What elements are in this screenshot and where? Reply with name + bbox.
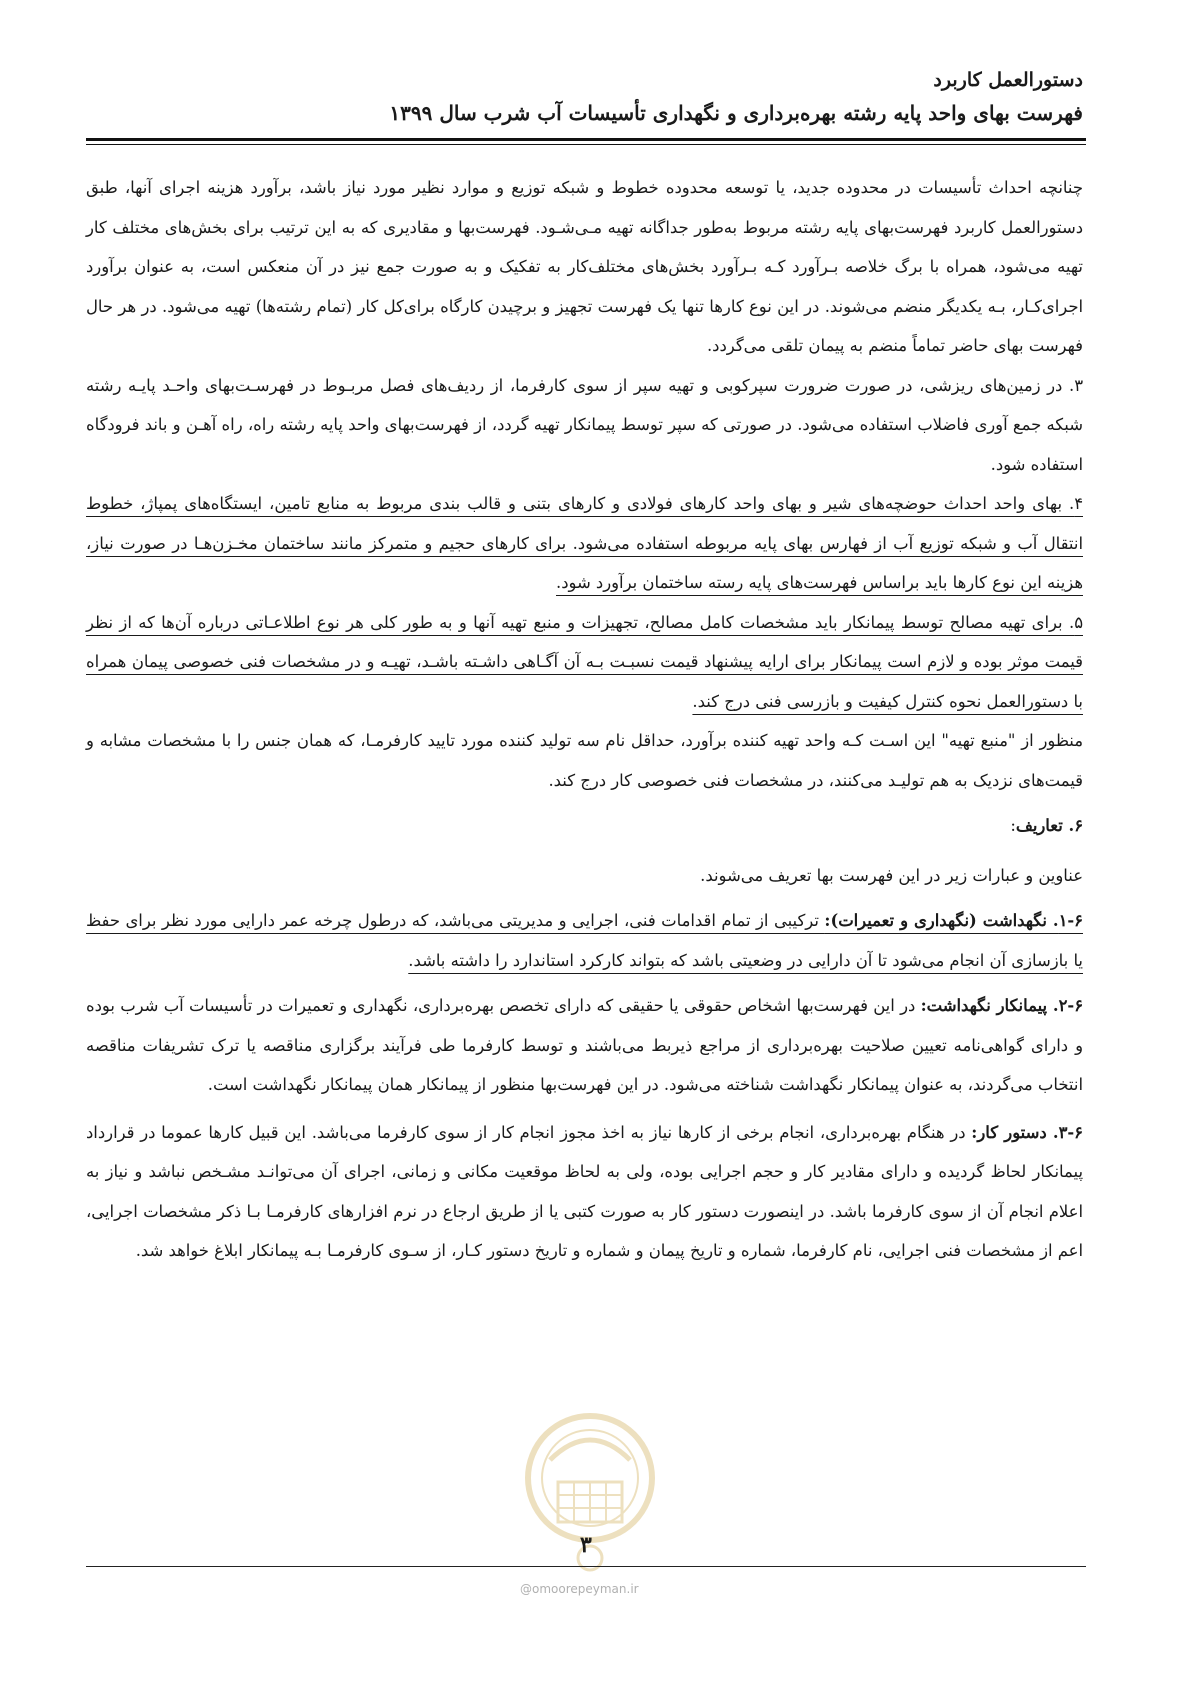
definition-6-3-text: در هنگام بهره‌برداری، انجام برخی از کارها نیاز به اخذ مجوز انجام کار از سوی کارفرما می‌باشد. این قبیل کارها عموما در قرارداد پیمانکار لحاظ گردیده و دارای مقادیر کار و حجم اجرایی بوده، ولی به لحاظ موقعیت مکانی و زمانی، اجرای آن می‌توانـد مشـخص نباشد و نیاز به اعلام انجام آن از سوی کارفرما باشد. در اینصورت دستور کار به صورت کتبی یا از طریق ارجاع در نرم افزارهای کارفرمـا بـا ذکر مشخصات اجرایی، اعم از مشخصات فنی اجرایی، نام کارفرما، شماره و تاریخ پیمان و شماره و تاریخ دستور کـار، از سـوی کارفرمـا بـه پیمانکار ابلاغ خواهد شد. <box>86 1122 1083 1260</box>
footer-watermark-url: @omoorepeyman.ir <box>520 1582 639 1596</box>
paragraph-supply-source: منظور از "منبع تهیه" این اسـت کـه واحد تهیه کننده برآورد، حداقل نام سه تولید کننده مورد تایید کارفرمـا، که همان جنس را با مشخصات مشابه و قیمت‌های نزدیک به هم تولیـد می‌کنند، در مشخصات فنی خصوصی کار درج کند. <box>86 731 1083 790</box>
page-header <box>100 64 1083 130</box>
definition-6-3-title: ۳-۶. دستور کار: <box>971 1122 1083 1142</box>
page-body <box>86 168 1083 1271</box>
page-number: ۳ <box>580 1532 592 1558</box>
header-divider-thick <box>86 138 1086 141</box>
section-6-heading <box>86 806 1083 846</box>
definition-6-2-text: در این فهرست‌بها اشخاص حقوقی یا حقیقی که دارای تخصص بهره‌برداری، نگهداری و تعمیرات در تأسیسات آب شرب بوده و دارای گواهی‌نامه تعیین صلاحیت بهره‌برداری از مراجع ذیربط می‌باشند و توسط کارفرما طی فرآیند برگزاری مناقصه یا ترک تشریفات مناقصه انتخاب می‌گردند، به عنوان پیمانکار نگهداشت شناخته می‌شود. در این فهرست‌بها منظور از پیمانکار همان پیمانکار نگهداشت است. <box>86 996 1083 1094</box>
section-6-intro: عناوین و عبارات زیر در این فهرست بها تعریف می‌شوند. <box>700 865 1083 885</box>
definition-6-1 <box>86 901 1083 980</box>
definition-6-1-text: ترکیبی از تمام اقدامات فنی، اجرایی و مدیریتی می‌باشد، که درطول چرخه عمر دارایی مورد نظر برای حفظ یا بازسازی آن انجام می‌شود تا آن دارایی در وضعیتی باشد که بتواند کارکرد استاندارد را داشته باشد. <box>86 911 1083 970</box>
paragraph-item-5: ۵. برای تهیه مصالح توسط پیمانکار باید مشخصات کامل مصالح، تجهیزات و منبع تهیه آنها و به طور کلی هر نوع اطلاعـاتی درباره آن‌ها که از نظر قیمت موثر بوده و لازم است پیمانکار برای ارایه پیشنهاد قیمت نسبـت بـه آن آگـاهی داشـته باشـد، تهیـه و در مشخصات فنی خصوصی پیمان همراه با دستورالعمل نحوه کنترل کیفیت و بازرسی فنی درج کند. <box>86 612 1083 711</box>
section-6-colon: : <box>1010 816 1016 835</box>
paragraph-item-3: ۳. در زمین‌های ریزشی، در صورت ضرورت سپرکوبی و تهیه سپر از سوی کارفرما، از ردیف‌های فصل مربـوط در فهرسـت‌بهای واحـد پایـه رشته شبکه جمع آوری فاضلاب استفاده می‌شود. در صورتی که سپر توسط پیمانکار تهیه گردد، از فهرست‌بهای واحد پایه رشته راه، راه آهـن و باند فرودگاه استفاده شود. <box>86 375 1083 474</box>
definition-6-1-title: ۱-۶. نگهداشت (نگهداری و تعمیرات): <box>824 911 1083 930</box>
header-divider-thin <box>86 144 1086 145</box>
header-title-line2: فهرست بهای واحد پایه رشته بهره‌برداری و نگهداری تأسیسات آب شرب سال ۱۳۹۹ <box>389 101 1083 125</box>
paragraph-intro: چنانچه احداث تأسیسات در محدوده جدید، یا توسعه محدوده خطوط و شبکه توزیع و موارد نظیر مورد نیاز باشد، برآورد هزینه اجرای آنها، طبق دستورالعمل کاربرد فهرست‌بهای پایه رشته مربوط به‌طور جداگانه تهیه مـی‌شـود. فهرست‌بها و مقادیری که به این ترتیب برای بخش‌های مختلف کار تهیه می‌شود، همراه با برگ خلاصه بـرآورد کـه بـرآورد بخش‌های مختلف‌کار به تفکیک و به صورت جمع نیز در آن منعکس است، به عنوان برآورد اجرای‌کـار، بـه یکدیگر منضم می‌شوند. در این نوع کارها تنها یک فهرست تجهیز و برچیدن کارگاه برای‌کل کار (تمام رشته‌ها) تهیه می‌شود. در هر حال فهرست بهای حاضر تماماً منضم به پیمان تلقی می‌گردد. <box>86 178 1083 355</box>
definition-6-3 <box>86 1113 1083 1271</box>
definition-6-2-title: ۲-۶. پیمانکار نگهداشت: <box>920 996 1084 1015</box>
definition-6-2 <box>86 986 1083 1105</box>
paragraph-item-4: ۴. بهای واحد احداث حوضچه‌های شیر و بهای واحد کارهای فولادی و کارهای بتنی و قالب بندی مربوط به منابع تامین، ایستگاه‌های پمپاژ، خطوط انتقال آب و شبکه توزیع آب از فهارس بهای پایه مربوطه استفاده می‌شود. برای کارهای حجیم و متمرکز مانند ساختمان مخـزن‌هـا در صورت نیاز، هزینه این نوع کارها باید براساس فهرست‌های پایه رسته ساختمان برآورد شود. <box>86 494 1083 592</box>
section-6-title: ۶. تعاریف <box>1015 816 1083 835</box>
header-title-line1: دستورالعمل کاربرد <box>933 69 1083 91</box>
footer-divider <box>86 1566 1086 1567</box>
